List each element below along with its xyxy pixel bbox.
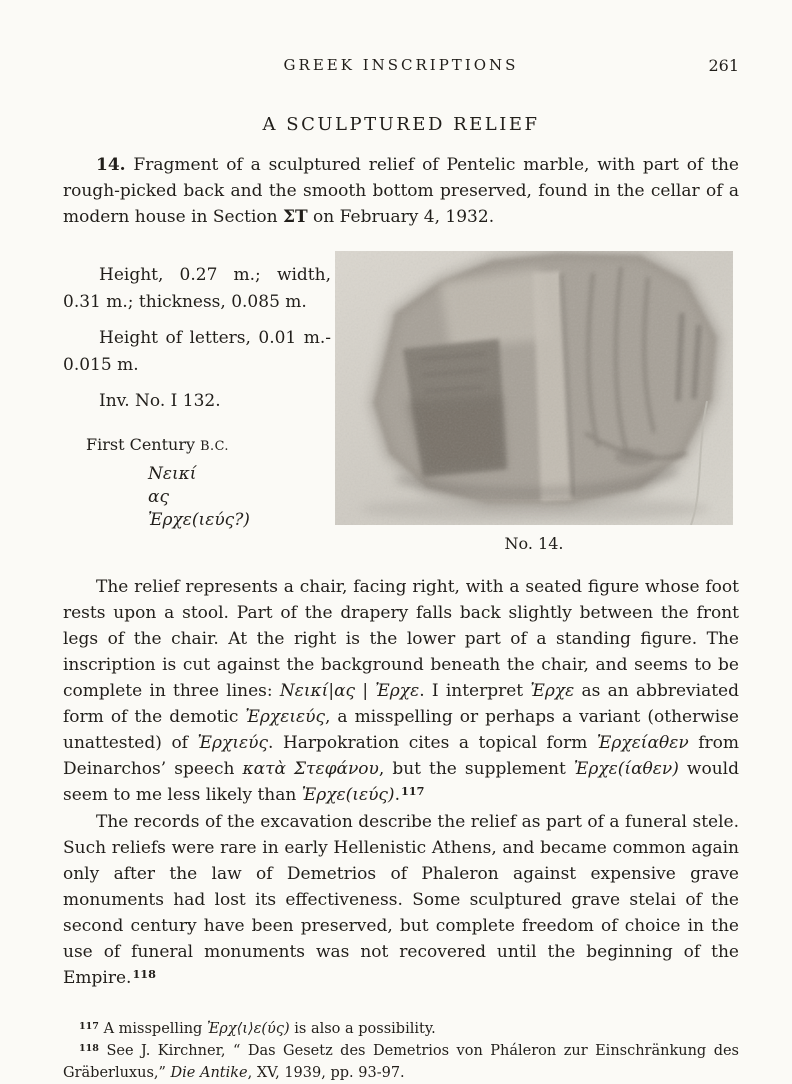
footnote-117: $^{117}$ A misspelling Ἐρχ⟨ι⟩ε(ύς) is also a possibility.: [79, 1020, 436, 1037]
relief-photo-image: [335, 251, 733, 525]
inscription-transcription: [148, 463, 331, 532]
body-paragraph-2: The records of the excavation describe the relief as part of a funeral stele. Such reliefs were rare in early Hellenistic Athens, and became common again only after the law of Demetrios of Phaleron against expensive grave monuments had lost its effectiveness. Some sculptured grave stelai of the second century have been preserved, but complete freedom of choice in the use of funeral monuments was not recovered until the beginning of the Empire.$^{118}$: [63, 812, 739, 988]
footnote-118: $^{118}$ See J. Kirchner, “ Das Gesetz des Demetrios von Pháleron zur Einschränkung des Gräberluxus,” Die Antike, XV, 1939, pp. 93-97.: [63, 1042, 739, 1081]
catalog-block: [63, 251, 739, 553]
inventory-number: Inv. No. I 132.: [99, 391, 221, 411]
dimensions-text: Height, 0.27 m.; width, 0.31 m.; thickness, 0.085 m.: [63, 265, 331, 312]
running-title: GREEK INSCRIPTIONS: [283, 56, 519, 74]
running-head: [63, 56, 739, 78]
relief-figure: [335, 251, 733, 553]
page-number: 261: [708, 56, 739, 75]
figure-caption: No. 14.: [504, 534, 564, 553]
article-title: A SCULPTURED RELIEF: [262, 114, 540, 135]
footnotes-block: [63, 1019, 739, 1084]
body-paragraph-1: The relief represents a chair, facing right, with a seated figure whose foot rests upon a stool. Part of the drapery falls back slightly between the front legs of the chair. At the right is the lower part of a standing figure. The inscription is cut against the background beneath the chair, and seems to be complete in three lines: Νεικί|ας | Ἐρχε. I interpret Ἐρχε as an abbreviated form of the demotic Ἐρχειεύς, a misspelling or perhaps a variant (otherwise unattested) of Ἐρχιεύς. Harpokration cites a topical form Ἐρχείαθεν from Deinarchos’ speech κατὰ Στεφάνου, but the supplement Ἐρχε(ίαθεν) would seem to me less likely than Ἐρχε(ιεύς).$^{117}$: [63, 577, 740, 805]
intro-paragraph: 14. Fragment of a sculptured relief of Pentelic marble, with part of the rough-picked back and the smooth bottom preserved, found in the cellar of a modern house in Section ΣΤ on February 4, 1932.: [63, 155, 739, 227]
letter-height-text: Height of letters, 0.01 m.- 0.015 m.: [63, 328, 331, 375]
inscription-line-1: Νεικί: [148, 464, 197, 484]
catalog-details: [63, 251, 335, 553]
relief-photograph: [335, 251, 733, 525]
dating-text: First Century B.C.: [86, 435, 229, 454]
inscription-line-2: ας: [148, 487, 170, 507]
inscription-line-3: Ἐρχε(ιεύς?): [148, 510, 250, 530]
